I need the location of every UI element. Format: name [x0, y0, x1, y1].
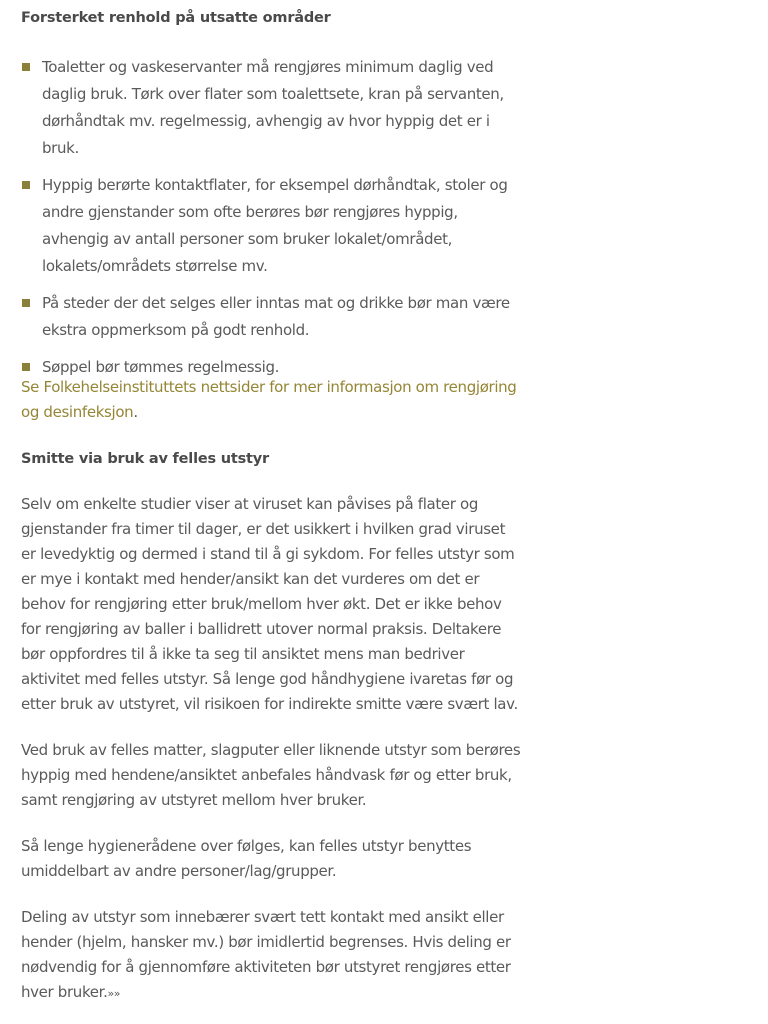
continuation-marker: »» — [107, 987, 120, 1000]
paragraph-shared-mats: Ved bruk av felles matter, slagputer eller liknende utstyr som berøres hyppig med hendene/ansiktet anbefales håndvask før og etter bruk, samt rengjøring av utstyret mellom hver bruker. — [21, 741, 521, 809]
list-item — [21, 54, 521, 162]
paragraph-immediate-use: Så lenge hygienerådene over følges, kan felles utstyr benyttes umiddelbart av andre personer/lag/grupper. — [21, 837, 472, 880]
square-bullet-icon — [22, 299, 30, 307]
list-item — [21, 290, 521, 344]
paragraph-text: Deling av utstyr som innebærer svært tett kontakt med ansikt eller hender (hjelm, hansker mv.) bør imidlertid begrenses. Hvis deling er nødvendig for å gjennomføre aktiviteten bør utstyret rengjøres etter hver bruker. — [21, 908, 511, 1001]
section-heading-enhanced-cleaning: Forsterket renhold på utsatte områder — [21, 10, 331, 26]
square-bullet-icon — [22, 63, 30, 71]
paragraph-surface-survival: Selv om enkelte studier viser at viruset kan påvises på flater og gjenstander fra timer til dager, er det usikkert i hvilken grad viruset er levedyktig og dermed i stand til å gi sykdom. For felles utstyr som er mye i kontakt med hender/ansikt kan det vurderes om det er behov for rengjøring etter bruk/mellom hver økt. Det er ikke behov for rengjøring av baller i ballidrett utover normal praksis. Deltakere bør oppfordres til å ikke ta seg til ansiktet mens man bedriver aktivitet med felles utstyr. Så lenge god håndhygiene ivaretas før og etter bruk av utstyret, vil risikoen for indirekte smitte være svært lav. — [21, 495, 518, 713]
list-item — [21, 172, 521, 280]
list-item-text: Toaletter og vaskeservanter må rengjøres minimum daglig ved daglig bruk. Tørk over flater som toalettsete, kran på servanten, dørhåndtak mv. regelmessig, avhengig av hvor hyppig det er i bruk. — [42, 58, 504, 157]
paragraph-close-contact-sharing — [21, 905, 521, 1006]
list-item-text: På steder der det selges eller inntas mat og drikke bør man være ekstra oppmerksom på godt renhold. — [42, 294, 510, 339]
section-heading-shared-equipment: Smitte via bruk av felles utstyr — [21, 451, 269, 467]
list-item-text: Søppel bør tømmes regelmessig. — [42, 358, 280, 376]
fhi-info-paragraph — [21, 375, 521, 425]
list-item-text: Hyppig berørte kontaktflater, for eksempel dørhåndtak, stoler og andre gjenstander som ofte berøres bør rengjøres hyppig, avhengig av antall personer som bruker lokalet/området, lokalets/områdets størrelse mv. — [42, 176, 508, 275]
square-bullet-icon — [22, 363, 30, 371]
square-bullet-icon — [22, 181, 30, 189]
link-suffix: . — [133, 403, 138, 421]
cleaning-bullet-list — [21, 54, 521, 391]
fhi-cleaning-info-link[interactable]: Se Folkehelseinstituttets nettsider for mer informasjon om rengjøring og desinfeksjon — [21, 378, 517, 421]
